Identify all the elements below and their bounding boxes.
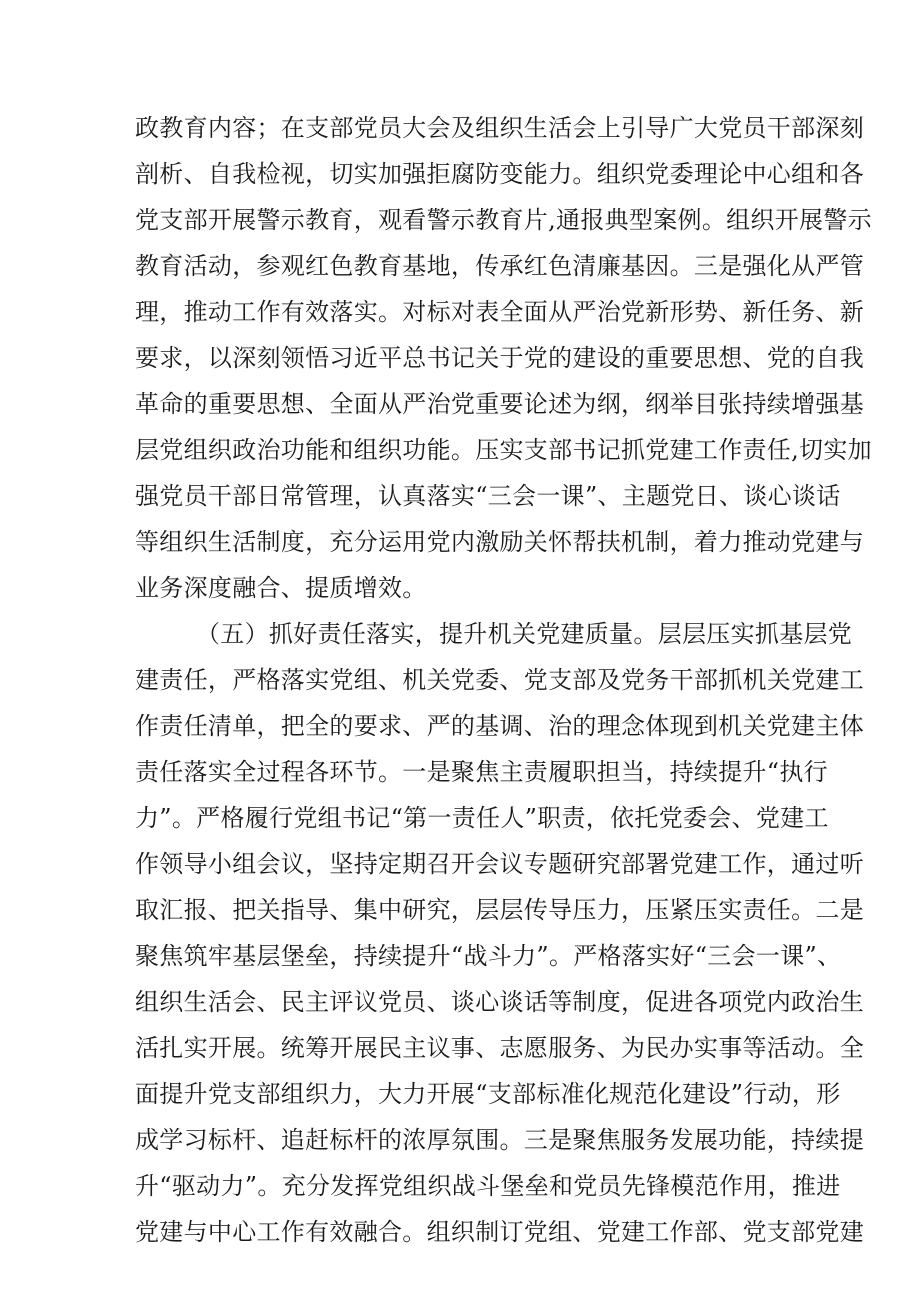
text-line-13: 建责任，严格落实党组、机关党委、党支部及党务干部抓机关党建工: [135, 666, 864, 694]
text-line-3: 党支部开展警示教育，观看警示教育片,通报典型案例。组织开展警示: [135, 206, 872, 234]
paragraph-heading-line: （五）抓好责任落实，提升机关党建质量。层层压实抓基层党: [196, 620, 853, 648]
text-line-24: 升“驱动力”。充分发挥党组织战斗堡垒和党员先锋模范作用，推进: [135, 1172, 841, 1200]
text-line-11: 业务深度融合、提质增效。: [135, 574, 427, 602]
text-line-9: 强党员干部日常管理，认真落实“三会一课”、主题党日、谈心谈话: [135, 482, 841, 510]
text-line-4: 教育活动，参观红色教育基地，传承红色清廉基因。三是强化从严管: [135, 252, 864, 280]
text-line-6: 要求，以深刻领悟习近平总书记关于党的建设的重要思想、党的自我: [135, 344, 864, 372]
text-line-22: 面提升党支部组织力，大力开展“支部标准化规范化建设”行动，形: [135, 1080, 841, 1108]
text-line-25: 党建与中心工作有效融合。组织制订党组、党建工作部、党支部党建: [135, 1218, 864, 1246]
text-line-10: 等组织生活制度，充分运用党内激励关怀帮扶机制，着力推动党建与: [135, 528, 864, 556]
text-line-18: 取汇报、把关指导、集中研究，层层传导压力，压紧压实责任。二是: [135, 896, 864, 924]
text-line-7: 革命的重要思想、全面从严治党重要论述为纲，纲举目张持续增强基: [135, 390, 864, 418]
text-line-5: 理，推动工作有效落实。对标对表全面从严治党新形势、新任务、新: [135, 298, 864, 326]
text-line-21: 活扎实开展。统筹开展民主议事、志愿服务、为民办实事等活动。全: [135, 1034, 864, 1062]
text-line-14: 作责任清单，把全的要求、严的基调、治的理念体现到机关党建主体: [135, 712, 864, 740]
text-line-20: 组织生活会、民主评议党员、谈心谈话等制度，促进各项党内政治生: [135, 988, 864, 1016]
text-line-16: 力”。严格履行党组书记“第一责任人”职责，依托党委会、党建工: [135, 804, 829, 832]
text-line-15: 责任落实全过程各环节。一是聚焦主责履职担当，持续提升“执行: [135, 758, 828, 786]
text-line-8: 层党组织政治功能和组织功能。压实支部书记抓党建工作责任,切实加: [135, 436, 872, 464]
text-line-2: 剖析、自我检视，切实加强拒腐防变能力。组织党委理论中心组和各: [135, 160, 864, 188]
text-line-23: 成学习标杆、追赶标杆的浓厚氛围。三是聚焦服务发展功能，持续提: [135, 1126, 864, 1154]
text-line-17: 作领导小组会议，坚持定期召开会议专题研究部署党建工作，通过听: [135, 850, 864, 878]
text-line-1: 政教育内容；在支部党员大会及组织生活会上引导广大党员干部深刻: [135, 114, 864, 142]
text-line-19: 聚焦筑牢基层堡垒，持续提升“战斗力”。严格落实好“三会一课”、: [135, 942, 842, 970]
